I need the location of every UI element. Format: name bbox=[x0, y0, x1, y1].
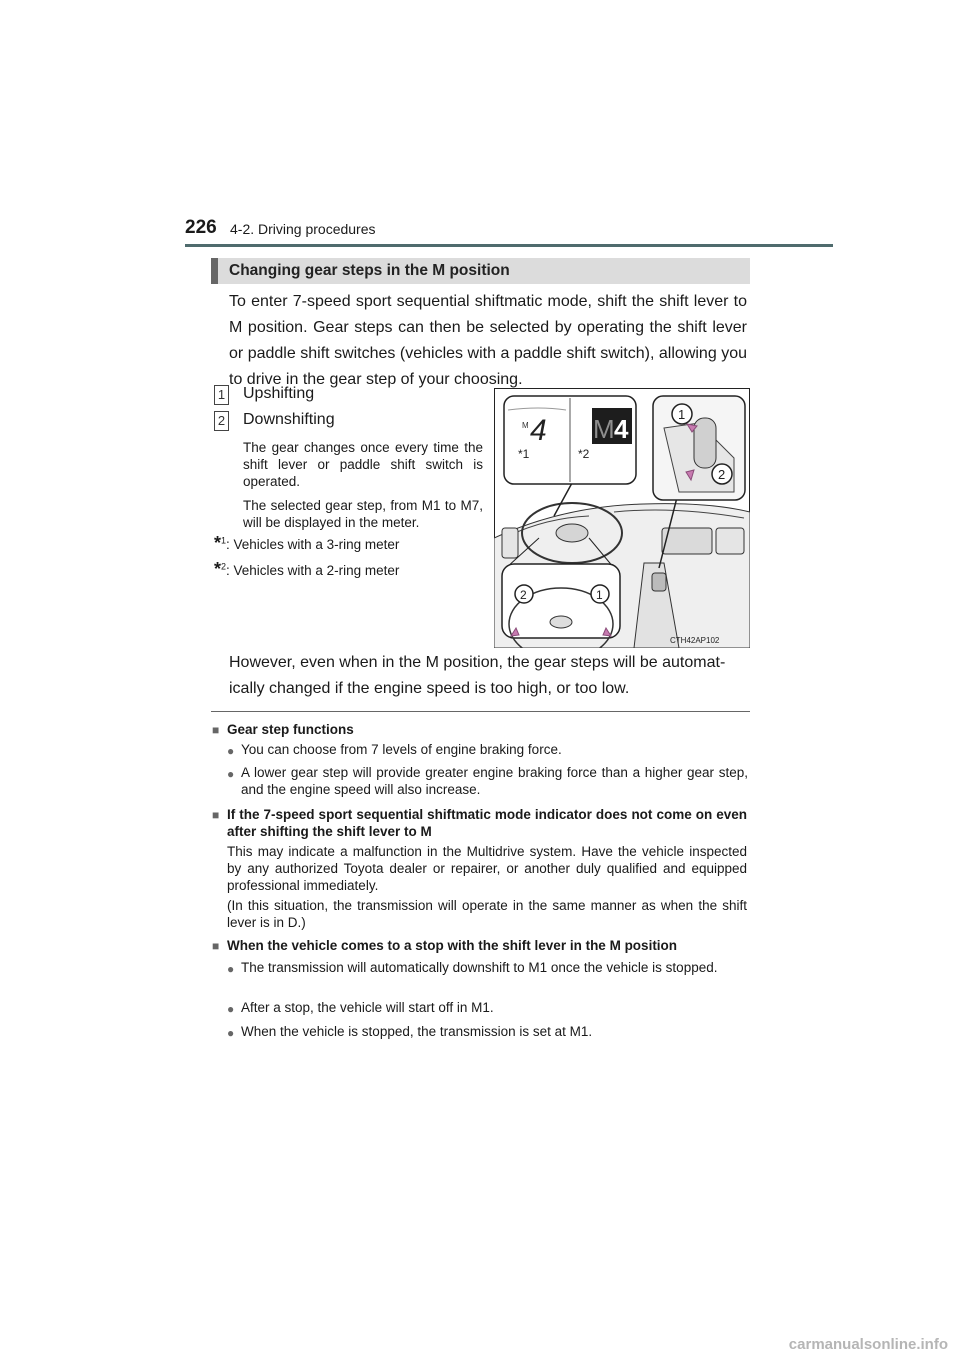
after-figure-line-1: However, even when in the M position, the gear steps will be automat- bbox=[229, 654, 726, 671]
banner-title: Changing gear steps in the M position bbox=[229, 262, 510, 279]
bullet-start-m1: After a stop, the vehicle will start off in M1. bbox=[241, 1000, 494, 1015]
paddle-callout-1: 1 bbox=[596, 588, 603, 602]
footnote-text: : Vehicles with a 3-ring meter bbox=[226, 537, 400, 552]
square-bullet-icon: ■ bbox=[212, 939, 220, 953]
watermark: carmanualsonline.info bbox=[788, 1336, 948, 1353]
footnote-text: : Vehicles with a 2-ring meter bbox=[226, 563, 400, 578]
bullet-lower-gear-step: A lower gear step will provide greater engine braking force than a higher gear step, and the engine speed will also increase. bbox=[241, 765, 748, 797]
paragraph-malfunction: This may indicate a malfunction in the Multidrive system. Have the vehicle inspected by any authorized Toyota dealer or repairer, or another duly qualified and equipped professional immediately. bbox=[227, 844, 747, 893]
banner-accent-bar bbox=[211, 258, 218, 284]
footnote-2 bbox=[214, 559, 399, 580]
bullet-stopped-m1: When the vehicle is stopped, the transmission is set at M1. bbox=[241, 1024, 593, 1039]
bullet-icon: ● bbox=[227, 1002, 235, 1016]
footnote-star: * bbox=[214, 533, 222, 553]
paddle-callout-2: 2 bbox=[520, 588, 527, 602]
meter1-m-label: M bbox=[522, 421, 529, 430]
figure-code: CTH42AP102 bbox=[670, 636, 720, 645]
bullet-auto-downshift: The transmission will automatically downshift to M1 once the vehicle is stopped. bbox=[241, 960, 718, 975]
meter2-m-letter: M bbox=[593, 414, 615, 444]
footnote-1 bbox=[214, 533, 399, 554]
section-title: 4-2. Driving procedures bbox=[230, 221, 376, 237]
page-number: 226 bbox=[185, 217, 217, 238]
footnote-sup: 2 bbox=[221, 561, 227, 572]
list-label-upshifting: Upshifting bbox=[243, 385, 315, 402]
section-divider bbox=[211, 711, 750, 712]
bullet-icon: ● bbox=[227, 767, 235, 781]
after-figure-line-2: ically changed if the engine speed is too high, or too low. bbox=[229, 680, 630, 697]
footnote-star: * bbox=[214, 559, 222, 579]
section-banner bbox=[211, 258, 750, 284]
footnote-sup: 1 bbox=[221, 535, 227, 546]
meter1-gear-digit: 4 bbox=[530, 414, 547, 447]
after-figure-paragraph bbox=[229, 650, 747, 702]
header-rule bbox=[185, 244, 833, 247]
meter1-footnote-mark: *1 bbox=[518, 447, 530, 461]
list-number-1: 1 bbox=[214, 385, 229, 405]
note-gear-display: The selected gear step, from M1 to M7, will be displayed in the meter. bbox=[243, 498, 483, 530]
bullet-icon: ● bbox=[227, 962, 235, 976]
square-bullet-icon: ■ bbox=[212, 808, 220, 822]
note-gear-change: The gear changes once every time the shift lever or paddle shift switch is operated. bbox=[243, 440, 483, 489]
list-number-2: 2 bbox=[214, 411, 229, 431]
lever-callout-1: 1 bbox=[678, 407, 686, 422]
heading-vehicle-stop: When the vehicle comes to a stop with the shift lever in the M position bbox=[227, 938, 678, 953]
list-label-downshifting: Downshifting bbox=[243, 411, 335, 428]
meter2-footnote-mark: *2 bbox=[578, 447, 590, 461]
heading-indicator-not-on: If the 7-speed sport sequential shiftmatic mode indicator does not come on even after shifting the shift lever to M bbox=[227, 807, 747, 839]
bullet-icon: ● bbox=[227, 1026, 235, 1040]
shift-diagram-figure bbox=[494, 388, 750, 648]
intro-paragraph: To enter 7-speed sport sequential shiftmatic mode, shift the shift lever to M position. Gear steps can then be selected by operating the shift lever or paddle shift switches (vehicles with a paddle shift switch), allowing you to drive in the gear step of your choosing. bbox=[229, 293, 747, 388]
heading-gear-step-functions: Gear step functions bbox=[227, 722, 354, 737]
bullet-engine-braking: You can choose from 7 levels of engine braking force. bbox=[241, 742, 562, 757]
lever-callout-2: 2 bbox=[718, 467, 726, 482]
square-bullet-icon: ■ bbox=[212, 723, 220, 737]
bullet-icon: ● bbox=[227, 744, 235, 758]
shift-diagram-illustration bbox=[494, 388, 750, 648]
paragraph-transmission-d: (In this situation, the transmission will operate in the same manner as when the shift lever is in D.) bbox=[227, 898, 747, 930]
meter2-gear-digit: 4 bbox=[614, 414, 629, 444]
